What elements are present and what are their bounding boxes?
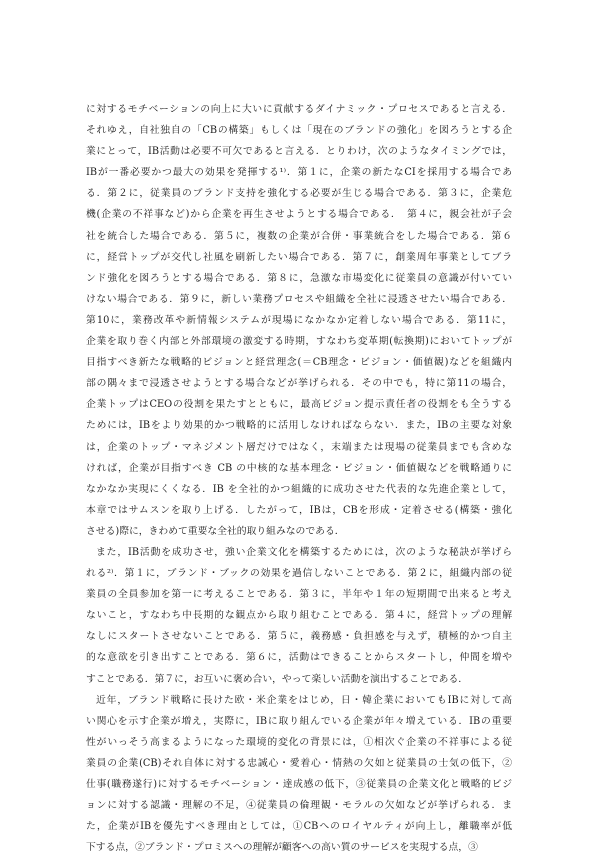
text-line: 企業を取り巻く内部と外部環境の激変する時期，すなわち変革期(転換期)においてトップが bbox=[86, 336, 512, 348]
text-line: けない場合である．第９に，新しい業務プロセスや組織を全社に浸透させたい場合である． bbox=[86, 293, 512, 305]
text-line: ンド強化を図ろうとする場合である．第８に，急激な市場変化に従業員の意識が付いてい bbox=[86, 272, 512, 284]
text-line: 企業トップはCEOの役割を果たすとともに，最高ビジョン提示責任者の役割をも全うする bbox=[86, 399, 512, 411]
text-line: それゆえ，自社独自の「CBの構築」もしくは「現在のブランドの強化」を図ろうとする企 bbox=[86, 125, 512, 137]
paragraph-1 bbox=[86, 99, 512, 542]
text-line: なかなか実現にくくなる．IB を全社的かつ組織的に成功させた代表的な先進企業として， bbox=[86, 483, 512, 495]
paragraph-3 bbox=[86, 690, 512, 858]
text-line: ためには，IBをより効果的かつ戦略的に活用しなければならない．また，IBの主要な対象 bbox=[86, 420, 512, 432]
text-line: 的な意欲を引き出すことである．第６に，活動はできることからスタートし，仲間を増や bbox=[86, 652, 512, 664]
text-line: は，企業のトップ・マネジメント層だけではなく，末端または現場の従業員までも含めな bbox=[86, 441, 512, 453]
text-line: い関心を示す企業が増え，実際に，IBに取り組んでいる企業が年々増えている．IBの重要 bbox=[86, 715, 512, 727]
text-line: ければ，企業が目指すべき CB の中核的な基本理念・ビジョン・価値観などを戦略通りに bbox=[86, 462, 512, 474]
text-line: ないこと，すなわち中長期的な観点から取り組むことである．第４に，経営トップの理解 bbox=[86, 610, 512, 622]
document-body bbox=[86, 99, 512, 858]
text-line: また，IB活動を成功させ，強い企業文化を構築するためには，次のような秘訣が挙げら bbox=[96, 546, 512, 558]
text-line: IBが一番必要かつ最大の効果を発揮する¹⁾．第１に，企業の新たなCIを採用する場合であ bbox=[86, 167, 512, 179]
paragraph-2 bbox=[86, 542, 512, 690]
text-line: 業員の全員参加を第一に考えることである．第３に，半年や１年の短期間で出来ると考え bbox=[86, 589, 512, 601]
text-line: に対するモチベーションの向上に大いに貢献するダイナミック・プロセスであると言える． bbox=[86, 104, 512, 115]
text-line: 第10に，業務改革や新情報システムが現場になかなか定着しない場合である．第11に， bbox=[86, 314, 512, 326]
text-line: させる)際に，きわめて重要な全社的取り組みなのである． bbox=[86, 525, 345, 537]
text-line: に，経営トップが交代し社風を刷新したい場合である．第７に，創業周年事業としてブラ bbox=[86, 251, 512, 263]
text-line: 部の隅々まで浸透させようとする場合などが挙げられる．その中でも，特に第11の場合， bbox=[86, 378, 512, 390]
text-line: 業員の企業(CB)それ自体に対する忠誠心・愛着心・情熱の欠如と従業員の士気の低下，② bbox=[86, 757, 512, 769]
text-line: る．第２に，従業員のブランド支持を強化する必要が生じる場合である．第３に，企業危 bbox=[86, 188, 512, 200]
text-line: 社を統合した場合である．第５に，複数の企業が合併・事業統合をした場合である．第６ bbox=[86, 230, 512, 242]
text-line: 性がいっそう高まるようになった環境的変化の背景には，①相次ぐ企業の不祥事による従 bbox=[86, 736, 512, 748]
text-line: 近年，ブランド戦略に長けた欧・米企業をはじめ，日・韓企業においてもIBに対して高 bbox=[96, 694, 512, 706]
text-line: なしにスタートさせないことである．第５に，義務感・負担感を与えず，積極的かつ自主 bbox=[86, 631, 512, 643]
text-line: 業にとって，IB活動は必要不可欠であると言える．とりわけ，次のようなタイミングでは， bbox=[86, 146, 512, 158]
text-line: ョンに対する認識・理解の不足，④従業員の倫理観・モラルの欠如などが挙げられる．ま bbox=[86, 800, 512, 812]
text-line: 仕事(職務遂行)に対するモチベーション・達成感の低下，③従業員の企業文化と戦略的ビジ bbox=[86, 779, 512, 790]
text-line: た，企業がIBを優先すべき理由としては，①CBへのロイヤルティが向上し，離職率が低 bbox=[86, 821, 512, 833]
text-line: 下する点，②ブランド・プロミスへの理解が顧客への高い質のサービスを実現する点，③ bbox=[86, 842, 478, 854]
text-line: 本章ではサムスンを取り上げる．したがって，IBは，CBを形成・定着させる(構築・強化 bbox=[86, 504, 512, 516]
text-line: 目指すべき新たな戦略的ビジョンと経営理念(＝CB理念・ビジョン・価値観)などを組織内 bbox=[86, 357, 512, 369]
text-line: れる²⁾．第１に，ブランド・ブックの効果を過信しないことである．第２に，組織内部の従 bbox=[86, 568, 512, 580]
text-line: すことである．第７に，お互いに褒め合い，やって楽しい活動を演出することである． bbox=[86, 673, 469, 685]
text-line: 機(企業の不祥事など)から企業を再生させようとする場合である． 第４に，親会社が子会 bbox=[86, 209, 512, 221]
